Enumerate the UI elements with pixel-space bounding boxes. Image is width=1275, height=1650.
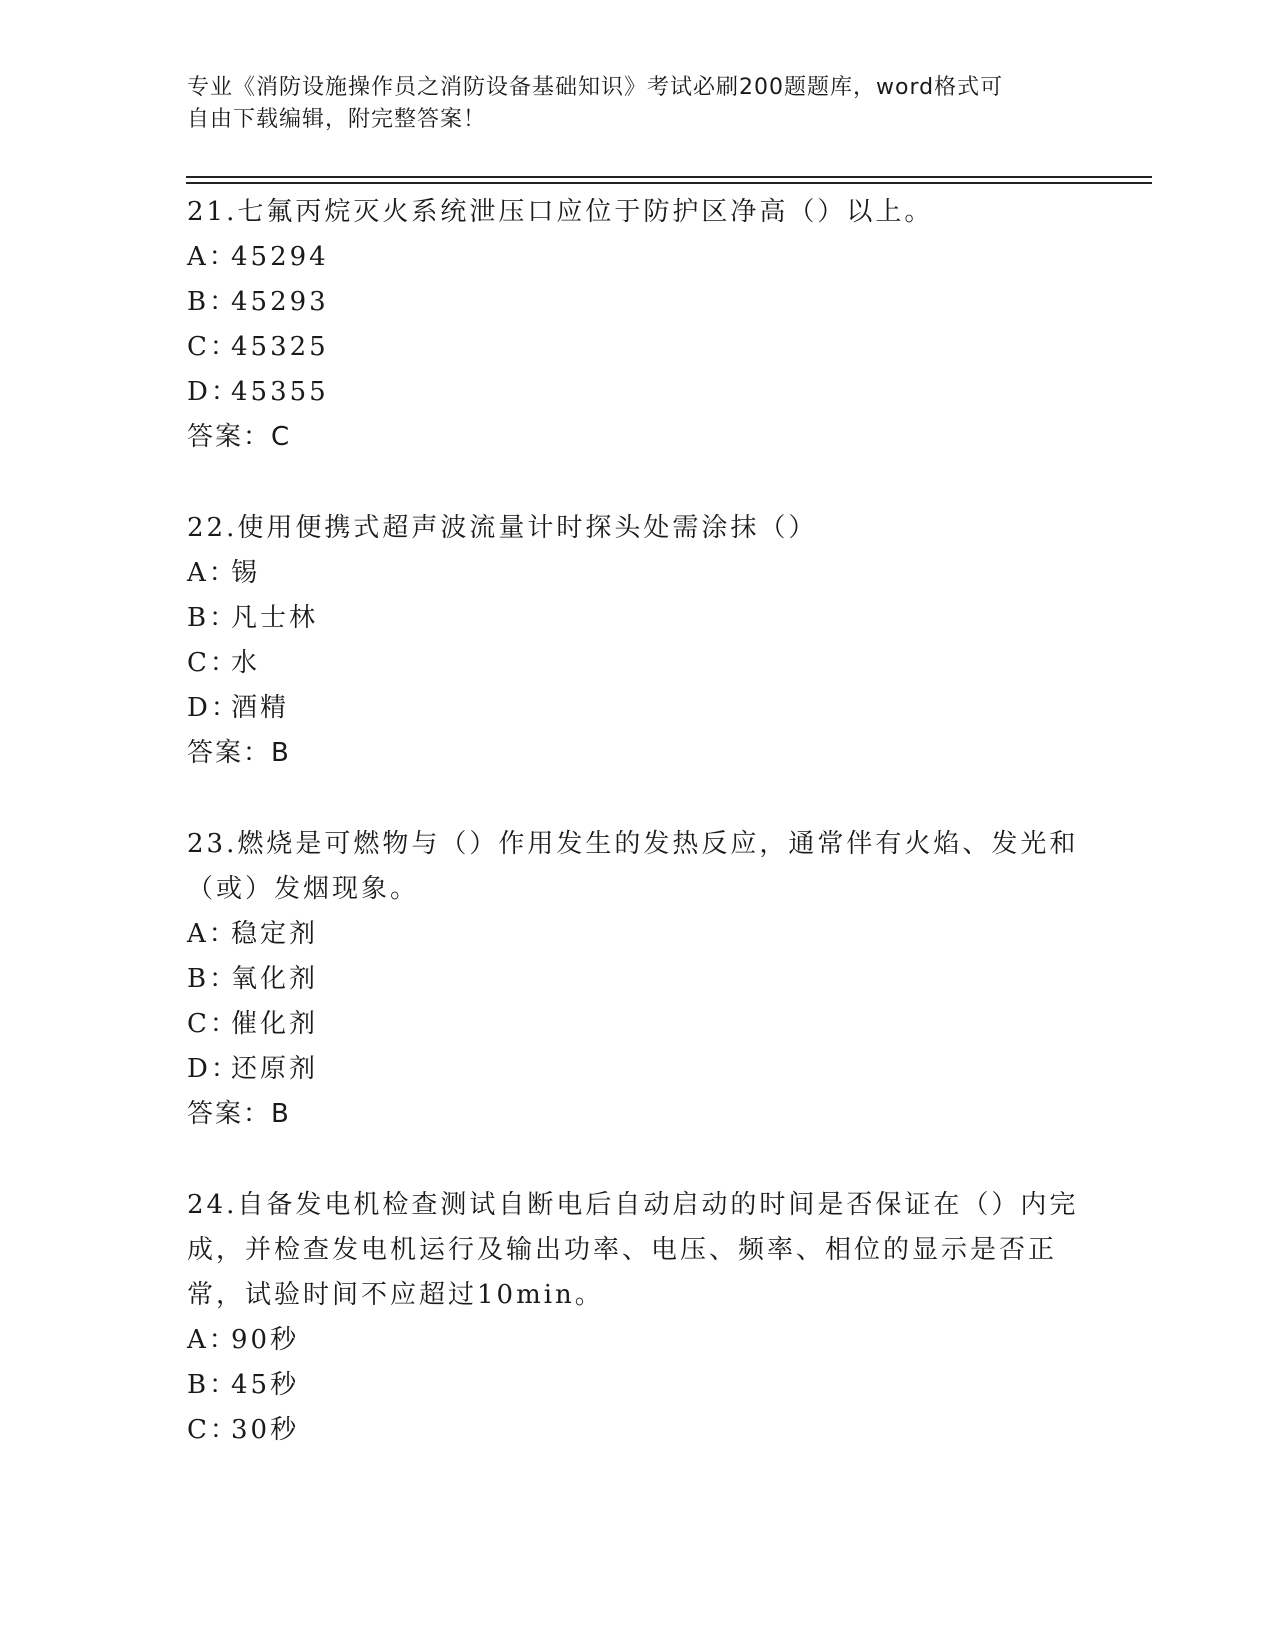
option-a <box>187 551 1087 596</box>
option-value: 90秒 <box>231 1325 300 1355</box>
option-label: B： <box>187 1370 239 1400</box>
option-label: C： <box>187 332 239 362</box>
header-line-2: 自由下载编辑，附完整答案！ <box>187 107 487 132</box>
option-label: B： <box>187 603 239 633</box>
option-value: 45294 <box>231 242 329 272</box>
question-21 <box>187 190 1087 460</box>
header-divider-top <box>186 176 1152 178</box>
option-label: D： <box>187 693 240 723</box>
option-a <box>187 912 1087 957</box>
question-text: 22.使用便携式超声波流量计时探头处需涂抹（） <box>187 513 818 543</box>
option-label: B： <box>187 964 239 994</box>
header-line-1: 专业《消防设施操作员之消防设备基础知识》考试必刷200题题库，word格式可 <box>187 75 1004 100</box>
option-b <box>187 957 1087 1002</box>
option-d <box>187 1047 1087 1092</box>
option-value: 30秒 <box>231 1415 300 1445</box>
option-a <box>187 1318 1087 1363</box>
option-value: 45325 <box>231 332 329 362</box>
option-value: 45293 <box>231 287 329 317</box>
option-label: A： <box>187 558 238 588</box>
option-b <box>187 596 1087 641</box>
question-22 <box>187 506 1087 776</box>
option-label: B： <box>187 287 239 317</box>
option-label: D： <box>187 1054 240 1084</box>
question-text: 23.燃烧是可燃物与（）作用发生的发热反应，通常伴有火焰、发光和（或）发烟现象。 <box>187 829 1079 904</box>
header-divider-bottom <box>186 182 1152 184</box>
answer: 答案：B <box>187 1099 291 1129</box>
option-b <box>187 1363 1087 1408</box>
option-label: A： <box>187 1325 238 1355</box>
option-label: C： <box>187 1009 239 1039</box>
option-label: D： <box>187 377 240 407</box>
question-24 <box>187 1183 1087 1453</box>
option-value: 水 <box>231 648 261 678</box>
option-value: 锡 <box>231 558 261 588</box>
option-value: 45秒 <box>231 1370 300 1400</box>
option-value: 还原剂 <box>231 1054 319 1084</box>
option-c <box>187 641 1087 686</box>
document-header <box>187 72 1067 136</box>
option-value: 氧化剂 <box>231 964 319 994</box>
option-label: A： <box>187 242 238 272</box>
option-label: A： <box>187 919 238 949</box>
question-text: 24.自备发电机检查测试自断电后自动启动的时间是否保证在（）内完成，并检查发电机运行及输出功率、电压、频率、相位的显示是否正常，试验时间不应超过10min。 <box>187 1190 1079 1310</box>
question-list <box>187 190 1087 1499</box>
question-23 <box>187 822 1087 1137</box>
option-value: 催化剂 <box>231 1009 319 1039</box>
option-value: 稳定剂 <box>231 919 319 949</box>
option-value: 45355 <box>231 377 329 407</box>
option-value: 酒精 <box>231 693 290 723</box>
answer: 答案：B <box>187 738 291 768</box>
option-d <box>187 686 1087 731</box>
option-c <box>187 1408 1087 1453</box>
answer: 答案：C <box>187 422 292 452</box>
option-value: 凡士林 <box>231 603 319 633</box>
option-label: C： <box>187 1415 239 1445</box>
option-label: C： <box>187 648 239 678</box>
question-text: 21.七氟丙烷灭火系统泄压口应位于防护区净高（）以上。 <box>187 197 934 227</box>
option-d <box>187 370 1087 415</box>
option-c <box>187 325 1087 370</box>
option-a <box>187 235 1087 280</box>
option-c <box>187 1002 1087 1047</box>
option-b <box>187 280 1087 325</box>
